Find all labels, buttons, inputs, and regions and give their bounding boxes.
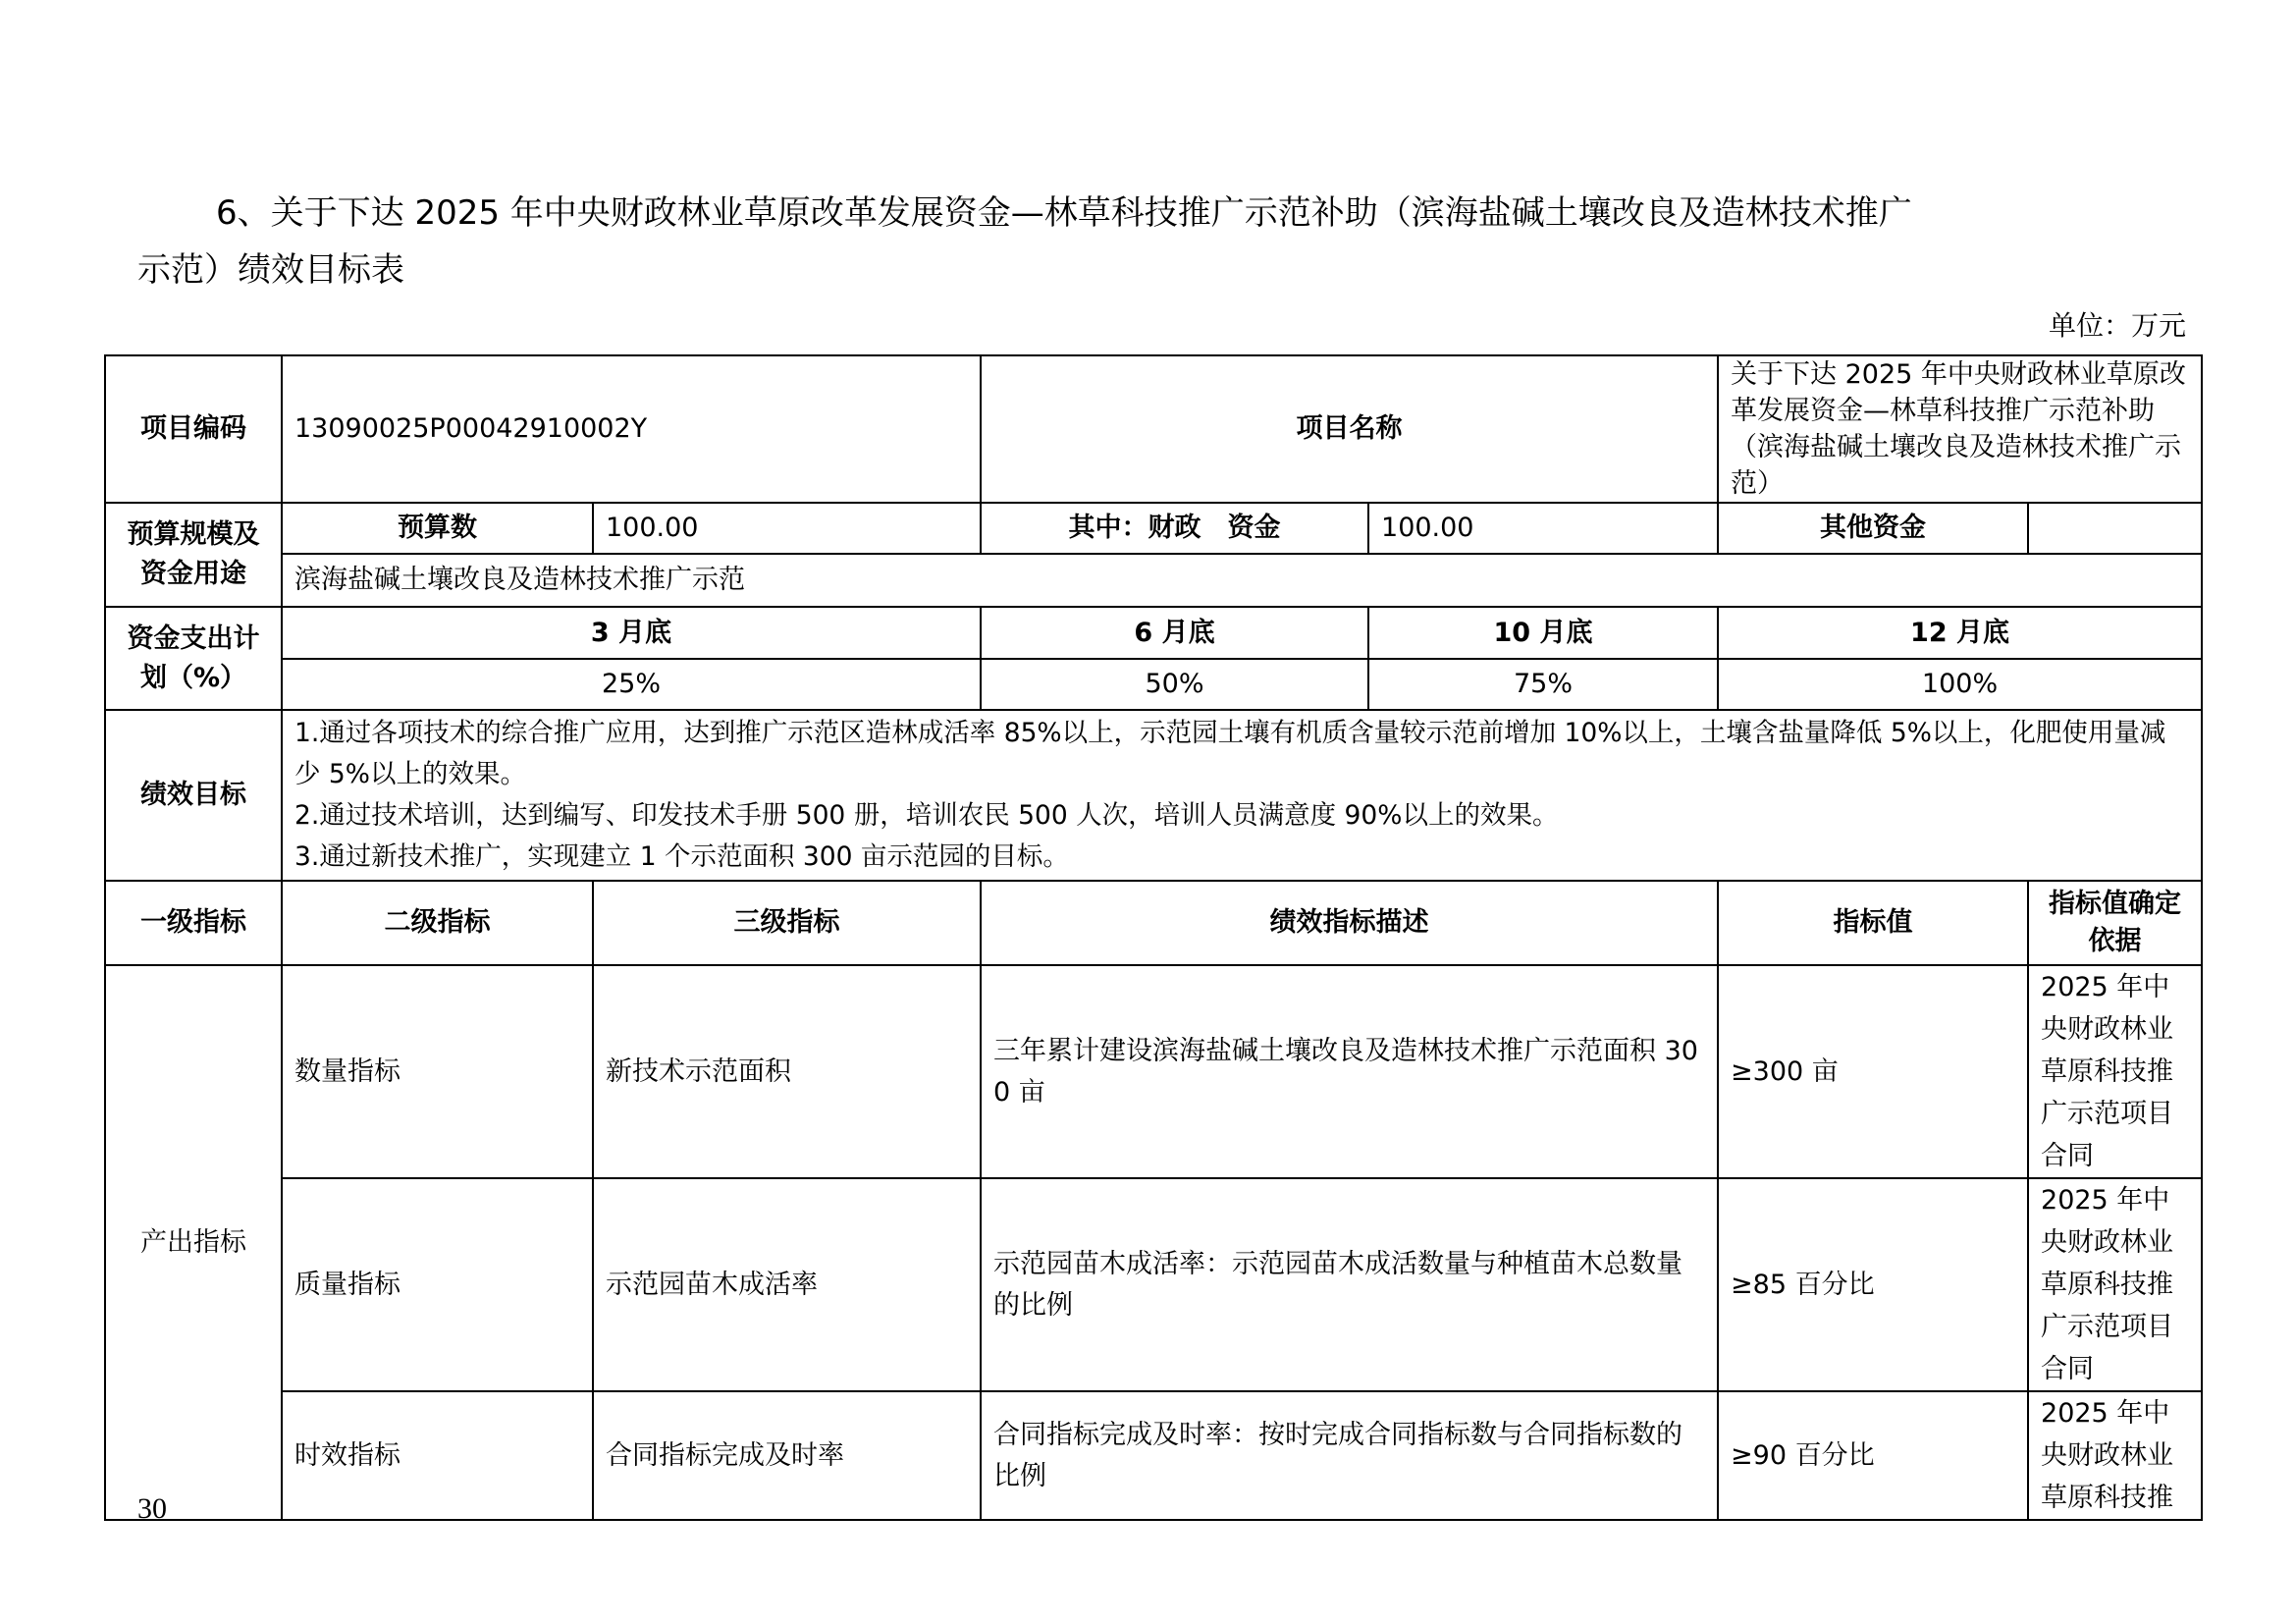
header-level1: 一级指标 [105,881,282,965]
row-plan-values [105,659,2202,710]
level2-cell: 质量指标 [282,1178,593,1391]
level3-cell: 示范园苗木成活率 [593,1178,981,1391]
unit-label: 单位：万元 [2048,309,2186,342]
basis-cell: 2025 年中央财政林业草原科技推 [2028,1391,2202,1520]
fiscal-fund-label: 其中：财政 资金 [981,503,1368,554]
spending-plan-label: 资金支出计划（%） [105,607,282,710]
project-code-label: 项目编码 [105,355,282,503]
page-number: 30 [137,1492,167,1525]
budget-label: 预算数 [282,503,593,554]
level3-cell: 新技术示范面积 [593,965,981,1178]
value-cell: ≥85 百分比 [1718,1178,2028,1391]
row-usage [105,554,2202,607]
row-indicator-headers [105,881,2202,965]
plan-month-q2: 6 月底 [981,607,1368,659]
row-goals [105,710,2202,881]
table-row [105,1391,2202,1520]
level3-cell: 合同指标完成及时率 [593,1391,981,1520]
other-fund-label: 其他资金 [1718,503,2028,554]
basis-cell: 2025 年中央财政林业草原科技推广示范项目合同 [2028,965,2202,1178]
header-description: 绩效指标描述 [981,881,1718,965]
header-level2: 二级指标 [282,881,593,965]
goal-line-2: 2.通过技术培训，达到编写、印发技术手册 500 册，培训农民 500 人次，培训人员满意度 90%以上的效果。 [294,800,1559,831]
description-cell: 合同指标完成及时率：按时完成合同指标数与合同指标数的比例 [981,1391,1718,1520]
other-fund-value [2028,503,2202,554]
fiscal-fund-value: 100.00 [1368,503,1718,554]
value-cell: ≥90 百分比 [1718,1391,2028,1520]
fund-usage-value: 滨海盐碱土壤改良及造林技术推广示范 [282,554,2202,607]
level1-output: 产出指标 [105,965,282,1520]
description-cell: 示范园苗木成活率：示范园苗木成活数量与种植苗木总数量的比例 [981,1178,1718,1391]
plan-month-q3: 10 月底 [1368,607,1718,659]
plan-month-q1: 3 月底 [282,607,981,659]
row-budget [105,503,2202,554]
basis-cell: 2025 年中央财政林业草原科技推广示范项目合同 [2028,1178,2202,1391]
row-plan-months [105,607,2202,659]
header-basis: 指标值确定依据 [2028,881,2202,965]
header-value: 指标值 [1718,881,2028,965]
table-row [105,965,2202,1178]
performance-table [104,354,2203,1521]
goal-line-3: 3.通过新技术推广，实现建立 1 个示范面积 300 亩示范园的目标。 [294,841,1069,872]
project-code-value: 13090025P00042910002Y [282,355,981,503]
description-cell: 三年累计建设滨海盐碱土壤改良及造林技术推广示范面积 300 亩 [981,965,1718,1178]
row-project [105,355,2202,503]
document-title [137,185,2179,298]
table-row [105,1178,2202,1391]
project-name-label: 项目名称 [981,355,1718,503]
level2-cell: 时效指标 [282,1391,593,1520]
budget-value: 100.00 [593,503,981,554]
value-cell: ≥300 亩 [1718,965,2028,1178]
plan-value-q4: 100% [1718,659,2202,710]
level2-cell: 数量指标 [282,965,593,1178]
project-name-value: 关于下达 2025 年中央财政林业草原改革发展资金—林草科技推广示范补助（滨海盐碱土壤改良及造林技术推广示范） [1718,355,2202,503]
goals-text [282,710,2202,881]
header-level3: 三级指标 [593,881,981,965]
goal-line-1: 1.通过各项技术的综合推广应用，达到推广示范区造林成活率 85%以上，示范园土壤有机质含量较示范前增加 10%以上，土壤含盐量降低 5%以上，化肥使用量减少 5%以上的效果。 [294,718,2166,789]
plan-value-q3: 75% [1368,659,1718,710]
goals-label: 绩效目标 [105,710,282,881]
plan-month-q4: 12 月底 [1718,607,2202,659]
plan-value-q1: 25% [282,659,981,710]
plan-value-q2: 50% [981,659,1368,710]
budget-usage-label: 预算规模及资金用途 [105,503,282,607]
title-line-1: 6、关于下达 2025 年中央财政林业草原改革发展资金—林草科技推广示范补助（滨海盐碱土壤改良及造林技术推广 [216,193,1912,233]
title-line-2: 示范）绩效目标表 [137,250,404,290]
